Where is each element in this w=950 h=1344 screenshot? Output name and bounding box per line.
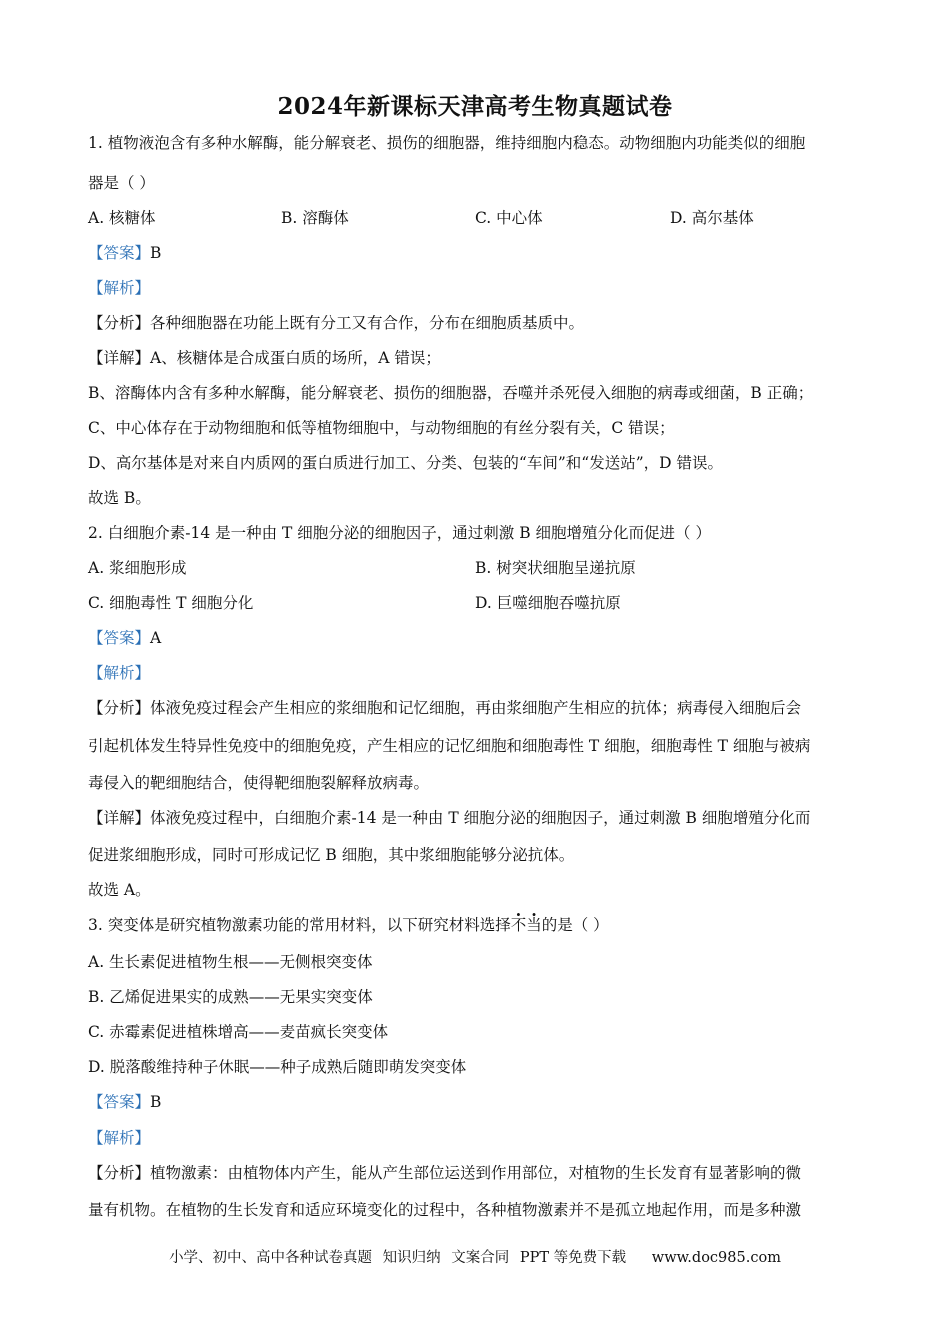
footer-url-link[interactable]: www.doc985.com xyxy=(651,1250,781,1266)
q1-stem-line-2: 器是（ ） xyxy=(88,174,155,192)
q3-fenxi-line-2: 量有机物。在植物的生长发育和适应环境变化的过程中，各种植物激素并不是孤立地起作用，而是多种激 xyxy=(88,1201,802,1219)
q2-xiangjie-line-2: 促进浆细胞形成，同时可形成记忆 B 细胞，其中浆细胞能够分泌抗体。 xyxy=(88,846,575,864)
q2-option-d: D. 巨噬细胞吞噬抗原 xyxy=(475,594,621,612)
q2-option-b: B. 树突状细胞呈递抗原 xyxy=(475,559,636,577)
q3-option-a: A. 生长素促进植物生根——无侧根突变体 xyxy=(88,953,373,971)
q3-option-c: C. 赤霉素促进植株增高——麦苗疯长突变体 xyxy=(88,1023,389,1041)
q1-option-c: C. 中心体 xyxy=(475,209,543,227)
q1-analysis-tag: 【解析】 xyxy=(88,279,151,297)
q2-stem: 2. 白细胞介素-14 是一种由 T 细胞分泌的细胞因子，通过刺激 B 细胞增殖分化而促进（ ） xyxy=(88,524,711,542)
q2-answer-line xyxy=(88,627,868,649)
fenxi-tag: 【分析】 xyxy=(88,1164,151,1182)
xiangjie-text: A、核糖体是合成蛋白质的场所，A 错误； xyxy=(150,349,441,367)
q2-conclusion: 故选 A。 xyxy=(88,881,151,899)
q3-answer-line xyxy=(88,1091,868,1113)
fenxi-text: 各种细胞器在功能上既有分工又有合作，分布在细胞质基质中。 xyxy=(150,314,585,332)
q3-option-d: D. 脱落酸维持种子休眠——种子成熟后随即萌发突变体 xyxy=(88,1058,467,1076)
q3-stem xyxy=(88,914,868,936)
q1-stem-line-1: 1. 植物液泡含有多种水解酶，能分解衰老、损伤的细胞器，维持细胞内稳态。动物细胞内功能类似的细胞 xyxy=(88,134,806,152)
answer-value: B xyxy=(150,244,162,262)
q1-option-d: D. 高尔基体 xyxy=(670,209,754,227)
emphasis-char: 不 xyxy=(510,916,527,934)
fenxi-tag: 【分析】 xyxy=(88,314,151,332)
xiangjie-text: 体液免疫过程中，白细胞介素-14 是一种由 T 细胞分泌的细胞因子，通过刺激 B 细胞增殖分化而 xyxy=(150,809,811,827)
q2-fenxi-line-3: 毒侵入的靶细胞结合，使得靶细胞裂解释放病毒。 xyxy=(88,774,430,792)
q1-conclusion: 故选 B。 xyxy=(88,489,151,507)
page-title: 2024年新课标天津高考生物真题试卷 xyxy=(277,93,673,120)
q1-explain-d: D、高尔基体是对来自内质网的蛋白质进行加工、分类、包装的“车间”和“发送站”，D 错误。 xyxy=(88,454,723,472)
q3-stem-pre: 3. 突变体是研究植物激素功能的常用材料，以下研究材料选择 xyxy=(88,916,511,934)
footer-text: PPT 等免费下载 xyxy=(519,1250,627,1266)
answer-tag: 【答案】 xyxy=(88,1093,151,1111)
answer-tag: 【答案】 xyxy=(88,629,151,647)
footer-text: 小学、初中、高中各种试卷真题 xyxy=(169,1250,373,1266)
q1-explain-c: C、中心体存在于动物细胞和低等植物细胞中，与动物细胞的有丝分裂有关，C 错误； xyxy=(88,419,675,437)
fenxi-text: 植物激素：由植物体内产生，能从产生部位运送到作用部位，对植物的生长发育有显著影响的微 xyxy=(150,1164,802,1182)
footer-text: 知识归纳 xyxy=(382,1250,441,1266)
answer-tag: 【答案】 xyxy=(88,244,151,262)
q1-explain-b: B、溶酶体内含有多种水解酶，能分解衰老、损伤的细胞器，吞噬并杀死侵入细胞的病毒或细菌，B 正确； xyxy=(88,384,814,402)
xiangjie-tag: 【详解】 xyxy=(88,349,151,367)
q2-option-a: A. 浆细胞形成 xyxy=(88,559,187,577)
q2-analysis-tag: 【解析】 xyxy=(88,664,151,682)
q3-fenxi-line-1 xyxy=(88,1162,868,1184)
page-footer xyxy=(0,1246,950,1267)
emphasis-char: 当 xyxy=(526,916,542,934)
fenxi-text: 体液免疫过程会产生相应的浆细胞和记忆细胞，再由浆细胞产生相应的抗体；病毒侵入细胞后会 xyxy=(150,699,802,717)
q2-fenxi-line-2: 引起机体发生特异性免疫中的细胞免疫，产生相应的记忆细胞和细胞毒性 T 细胞，细胞毒性 T 细胞与被病 xyxy=(88,737,811,755)
q3-analysis-tag: 【解析】 xyxy=(88,1129,151,1147)
q1-xiangjie-line xyxy=(88,347,868,369)
q1-answer-line xyxy=(88,242,868,264)
q1-option-b: B. 溶酶体 xyxy=(281,209,349,227)
footer-text: 文案合同 xyxy=(451,1250,510,1266)
q2-fenxi-line-1 xyxy=(88,697,868,719)
q3-option-b: B. 乙烯促进果实的成熟——无果实突变体 xyxy=(88,988,373,1006)
q3-stem-post: 的是（ ） xyxy=(541,916,609,934)
answer-value: B xyxy=(150,1093,162,1111)
fenxi-tag: 【分析】 xyxy=(88,699,151,717)
q2-option-c: C. 细胞毒性 T 细胞分化 xyxy=(88,594,254,612)
q1-option-a: A. 核糖体 xyxy=(88,209,156,227)
xiangjie-tag: 【详解】 xyxy=(88,809,151,827)
answer-value: A xyxy=(150,629,162,647)
q1-fenxi-line xyxy=(88,312,868,334)
q2-xiangjie-line-1 xyxy=(88,807,868,829)
